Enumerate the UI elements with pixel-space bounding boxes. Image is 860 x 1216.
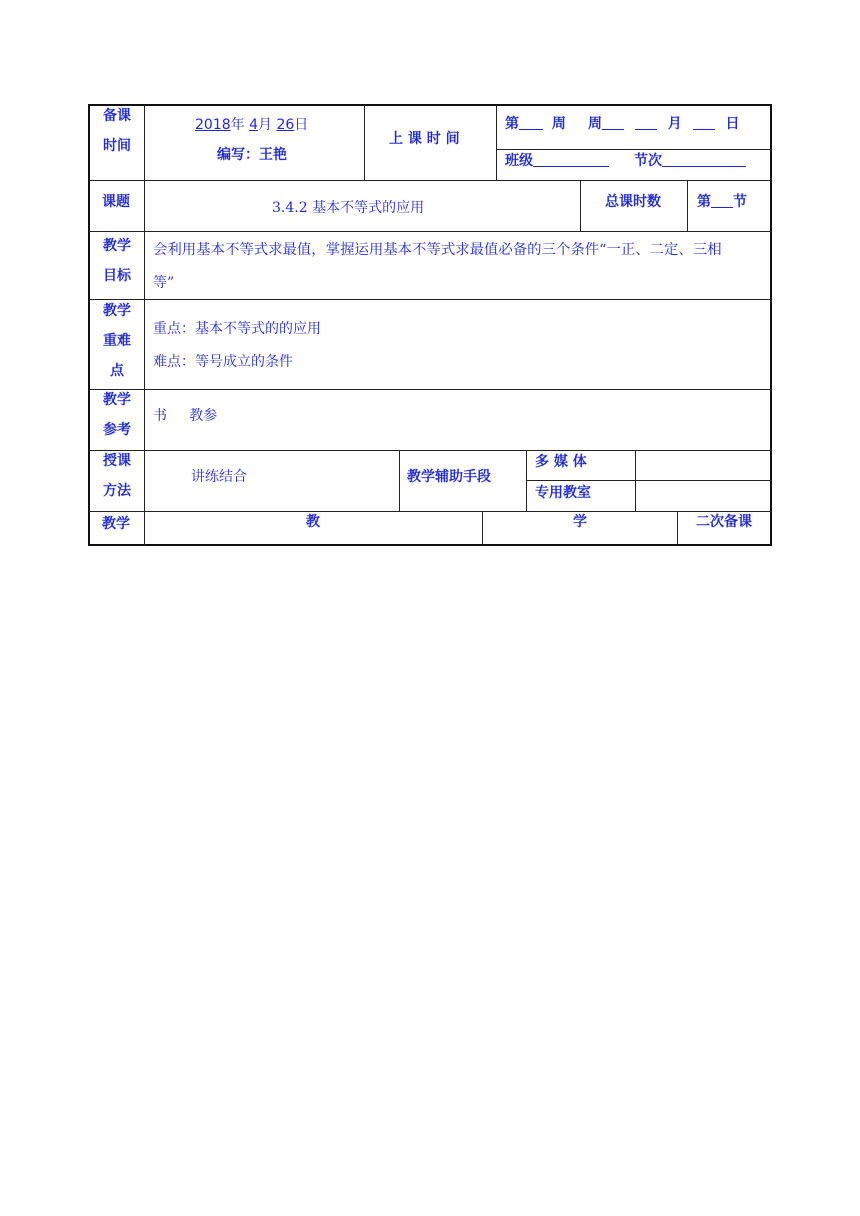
topic-label: 课题 [102, 194, 130, 210]
label-column-divider [144, 105, 145, 545]
week-blank [519, 115, 543, 130]
cell-divider [399, 451, 400, 512]
row-divider [89, 180, 771, 181]
teach-column-header: 教 [306, 514, 320, 530]
method-text: 讲练结合 [191, 469, 247, 485]
prep-year: 2018 [195, 117, 231, 133]
key-points-label: 教学 重难 点 [103, 303, 131, 379]
goal-text-line2: 等” [153, 275, 175, 291]
classroom-label: 专用教室 [535, 485, 591, 501]
author: 编写：王艳 [217, 147, 287, 163]
goal-label: 教学 目标 [103, 238, 131, 284]
key-point-text: 重点：基本不等式的的应用 [153, 321, 321, 337]
class-time-label: 上 课 时 间 [389, 131, 460, 147]
weekday-blank [602, 115, 624, 130]
author-name: 王艳 [259, 147, 287, 163]
section-field: 第 节 [697, 194, 747, 210]
prep-date: 2018年 4月 26日 [195, 117, 309, 133]
cell-divider [496, 105, 497, 181]
teaching-aids-label: 教学辅助手段 [407, 469, 491, 485]
row-divider [89, 231, 771, 232]
method-label: 授课 方法 [103, 453, 131, 499]
row-divider [89, 299, 771, 300]
reference-text: 书 教参 [153, 408, 218, 424]
row-divider [89, 511, 771, 512]
learn-column-header: 学 [573, 514, 587, 530]
class-field: 班级 [505, 152, 609, 170]
cell-divider [526, 451, 527, 512]
topic-title: 3.4.2 基本不等式的应用 [272, 200, 425, 216]
month-blank [635, 115, 657, 130]
second-prep-header: 二次备课 [696, 514, 752, 530]
class-blank [533, 152, 609, 167]
cell-divider [482, 512, 483, 545]
process-label: 教学 [102, 516, 130, 532]
cell-divider [580, 181, 581, 232]
weekday-field: 周 月 日 [588, 116, 740, 132]
cell-divider [496, 149, 771, 150]
cell-divider [687, 181, 688, 232]
difficulty-text: 难点：等号成立的条件 [153, 354, 293, 370]
cell-divider [364, 105, 365, 181]
row-divider [89, 389, 771, 390]
goal-text-line1: 会利用基本不等式求最值，掌握运用基本不等式求最值必备的三个条件“一正、二定、三相 [153, 242, 722, 258]
section-blank [711, 193, 733, 208]
day-blank [693, 115, 715, 130]
period-blank [662, 152, 746, 167]
prep-time-label: 备课 时间 [103, 108, 131, 154]
prep-month: 4 [249, 117, 259, 133]
reference-label: 教学 参考 [103, 392, 131, 438]
prep-day: 26 [276, 117, 295, 133]
cell-divider [635, 451, 636, 512]
period-field: 节次 [634, 152, 746, 170]
week-field: 第 周 [505, 116, 566, 132]
multimedia-label: 多 媒 体 [535, 454, 587, 470]
cell-divider [526, 480, 771, 481]
total-hours-label: 总课时数 [605, 194, 661, 210]
cell-divider [677, 512, 678, 545]
row-divider [89, 450, 771, 451]
